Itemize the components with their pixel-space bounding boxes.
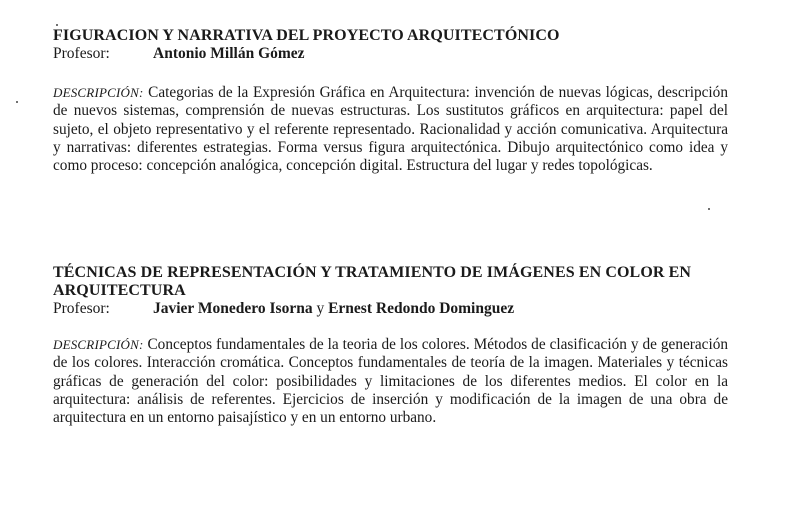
professor-name: Javier Monedero Isorna [153, 300, 313, 317]
professor-line [53, 300, 728, 318]
course-section-figuracion [53, 27, 728, 175]
professor-name: Antonio Millán Gómez [153, 45, 305, 62]
professor-label: Profesor: [53, 300, 110, 317]
course-title: FIGURACION Y NARRATIVA DEL PROYECTO ARQUITECTÓNICO [53, 27, 560, 44]
course-title: TÉCNICAS DE REPRESENTACIÓN Y TRATAMIENTO DE IMÁGENES EN COLOR EN ARQUITECTURA [53, 264, 692, 299]
scan-speck [56, 24, 58, 26]
description-text: Categorias de la Expresión Gráfica en Arquitectura: invención de nuevas lógicas, descripción de nuevos sistemas, comprensión de nuevas estructuras. Los sustitutos gráficos en arquitectura: papel del sujeto, el objeto representativo y el referente representado. Racionalidad y acción comunicativa. Arquitectura y narrativas: diferentes estrategias. Forma versus figura arquitectónica. Dibujo arquitectónico como idea y como proceso: concepción analógica, concepción digital. Estructura del lugar y redes topológicas. [53, 84, 728, 175]
professor-name-2: Ernest Redondo Dominguez [328, 300, 515, 317]
course-description [53, 336, 728, 427]
course-description [53, 84, 728, 175]
description-label: DESCRIPCIÓN: [53, 85, 144, 100]
description-text: Conceptos fundamentales de la teoria de los colores. Métodos de clasificación y de generación de los colores. Interacción cromática. Conceptos fundamentales de teoría de la imagen. Materiales y técnicas gráficas de generación del color: posibilidades y limitaciones de los diferentes medios. El color en la arquitectura: análisis de referentes. Ejercicios de inserción y modificación de la imagen de una obra de arquitectura en un entorno paisajístico y en un entorno urbano. [53, 336, 728, 427]
scan-speck [708, 208, 710, 210]
professor-line [53, 45, 728, 63]
scan-speck [16, 101, 18, 103]
professor-label: Profesor: [53, 45, 110, 62]
course-section-tecnicas [53, 264, 728, 427]
professor-separator: y [312, 300, 329, 317]
description-label: DESCRIPCIÓN: [53, 337, 144, 352]
